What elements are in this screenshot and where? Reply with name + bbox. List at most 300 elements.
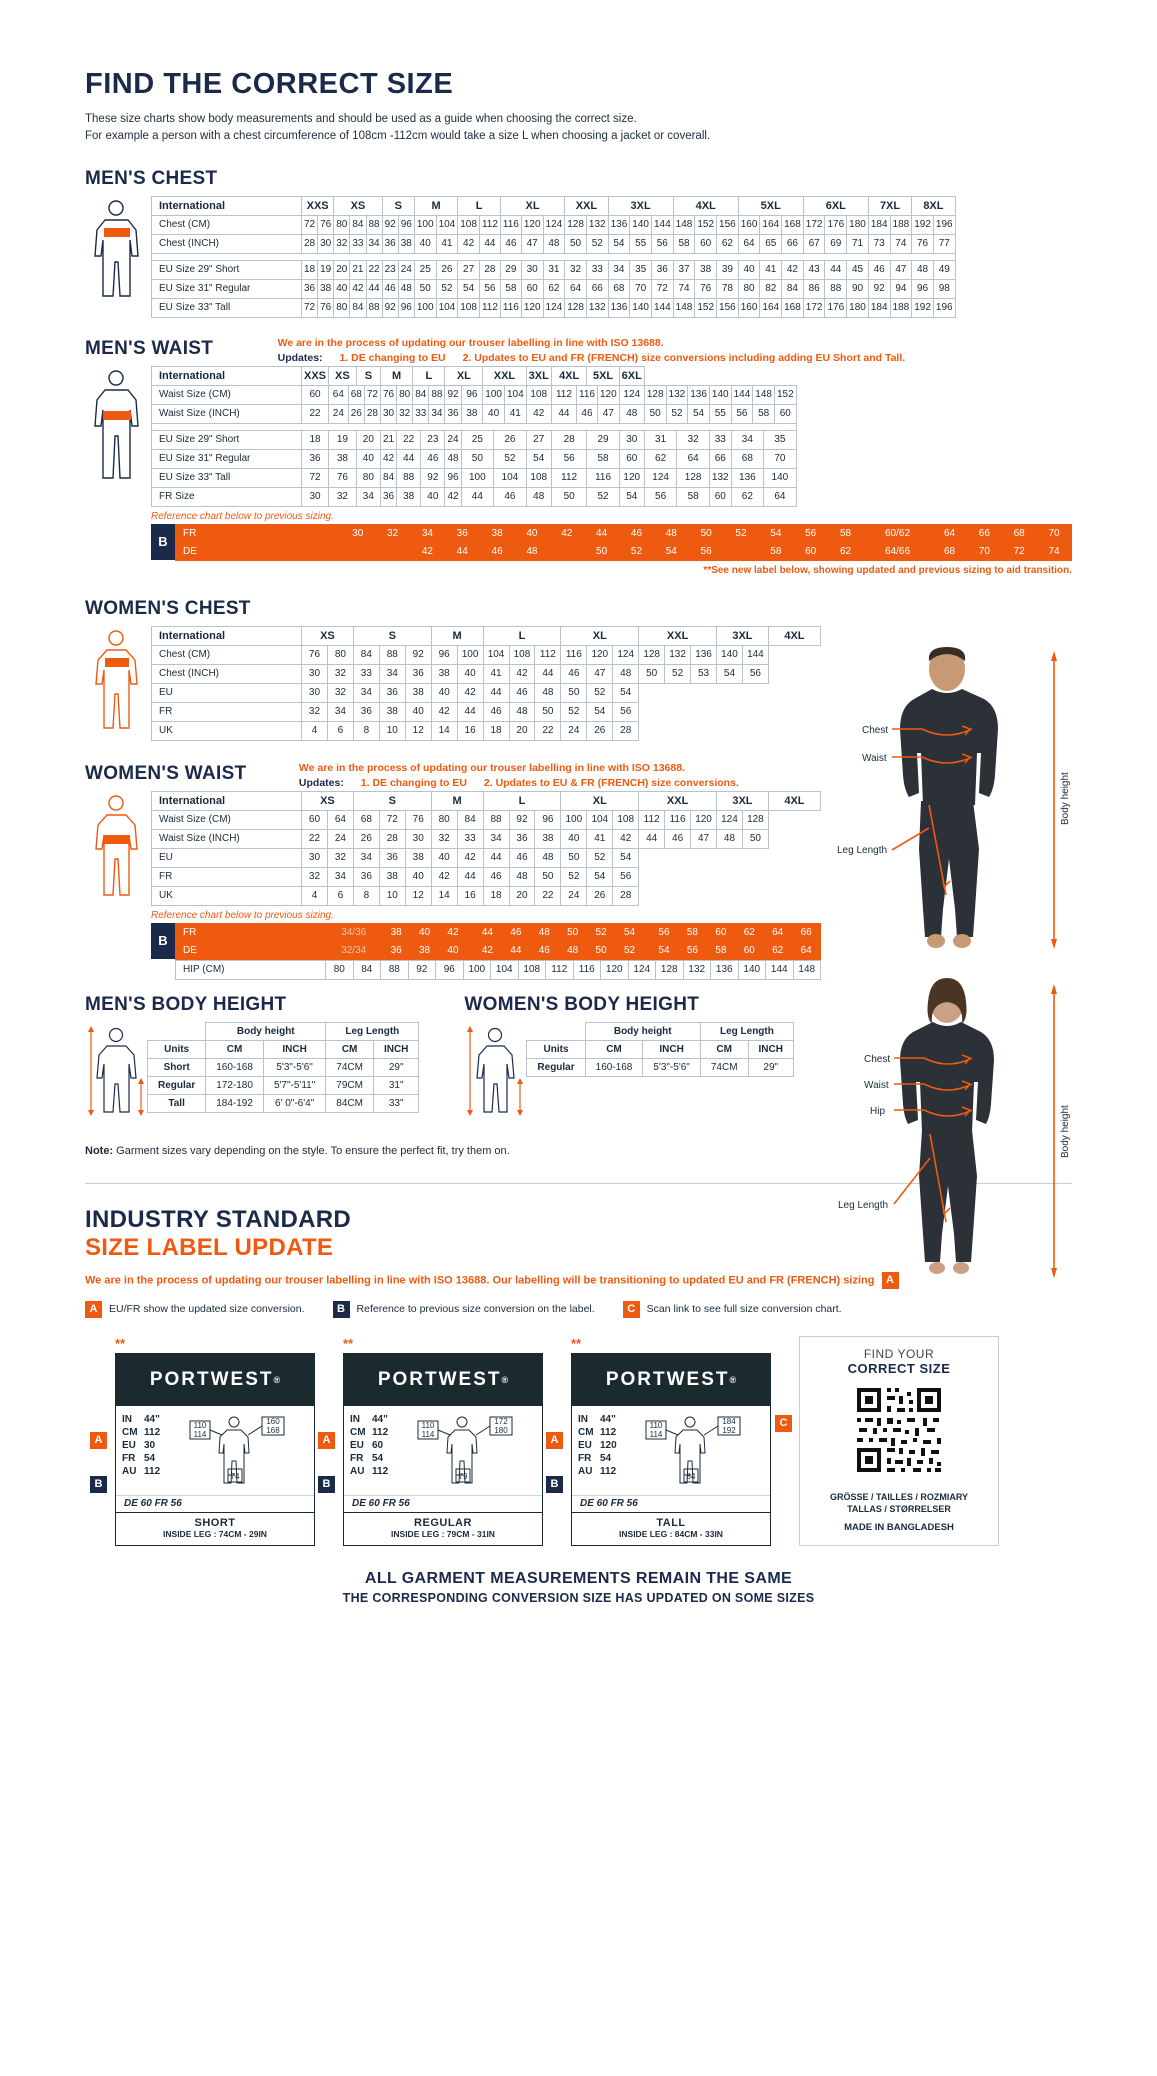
- cell: 112: [479, 215, 500, 234]
- cell: 48: [558, 941, 586, 959]
- col-m: M: [414, 196, 457, 215]
- cell: 80: [334, 215, 350, 234]
- cell: 34: [379, 664, 405, 683]
- cell: 44: [457, 702, 483, 721]
- cell: 100: [414, 215, 436, 234]
- cell: 82: [760, 279, 782, 298]
- cell: 24: [398, 260, 414, 279]
- cell: 172: [803, 215, 825, 234]
- cell: 136: [691, 645, 717, 664]
- row-label: Waist Size (CM): [152, 810, 302, 829]
- cell: 44: [457, 867, 483, 886]
- cell: 84: [457, 810, 483, 829]
- cell: 132: [665, 645, 691, 664]
- cell: 48: [398, 279, 414, 298]
- cell: 50: [561, 848, 587, 867]
- cell: 132: [586, 215, 608, 234]
- row-label: Chest (CM): [152, 645, 302, 664]
- fig-right-1: 184: [722, 1416, 737, 1426]
- cell: 104: [494, 468, 527, 487]
- col-m: M: [431, 626, 483, 645]
- cell: 112: [551, 468, 587, 487]
- cell: 52: [561, 702, 587, 721]
- cell: 80: [738, 279, 760, 298]
- cell: 50: [587, 941, 615, 959]
- col-s: S: [353, 791, 431, 810]
- cell: 40: [421, 487, 445, 506]
- cell: 88: [366, 215, 382, 234]
- table-row: [527, 1058, 794, 1076]
- units-label: Units: [527, 1040, 585, 1058]
- cell: 70: [967, 542, 1002, 560]
- cell: 112: [639, 810, 665, 829]
- label-brand-short: [116, 1354, 314, 1406]
- cell: 92: [509, 810, 535, 829]
- cell: 28: [364, 404, 380, 423]
- code-key: EU: [350, 1439, 364, 1451]
- mens-waist-table: [151, 366, 797, 507]
- cell: 34: [483, 829, 509, 848]
- cell: 52: [561, 867, 587, 886]
- cell: 60: [302, 810, 328, 829]
- cell: 32: [329, 487, 357, 506]
- cell: 50: [639, 664, 665, 683]
- row-label: FR: [176, 524, 326, 542]
- cell: 116: [573, 960, 601, 979]
- cell: 156: [717, 298, 739, 317]
- cell: 36: [382, 234, 398, 253]
- table-row: [148, 1094, 419, 1112]
- row-label: EU Size 29" Short: [152, 260, 302, 279]
- cell: 42: [457, 848, 483, 867]
- table-row: [152, 721, 821, 740]
- cell: 54: [608, 234, 630, 253]
- cell: 112: [546, 960, 574, 979]
- fig-right-1: 160: [266, 1416, 280, 1426]
- code-key: EU: [578, 1439, 592, 1451]
- fig-right-1: 172: [494, 1416, 508, 1426]
- col-s: S: [356, 366, 380, 385]
- cell: 14: [431, 886, 457, 905]
- womens-hip-table: [175, 960, 821, 980]
- cell: 80: [431, 810, 457, 829]
- updates-label: Updates:: [277, 351, 323, 364]
- closing-line-1: ALL GARMENT MEASUREMENTS REMAIN THE SAME: [364, 1569, 793, 1587]
- cell: 41: [483, 664, 509, 683]
- label-inside-leg: INSIDE LEG : 79CM - 31IN: [391, 1528, 495, 1539]
- cell: 50: [535, 702, 561, 721]
- col-body-height: Body height: [206, 1022, 326, 1040]
- cell: 48: [530, 923, 558, 941]
- cell: 74CM: [326, 1058, 374, 1076]
- cell: 144: [766, 960, 794, 979]
- measurement-figure-icon: [174, 1413, 294, 1491]
- cell: 30: [380, 404, 396, 423]
- update-2: 2. Updates to EU and FR (FRENCH) size conversions including adding EU Short and Tall.: [462, 351, 906, 364]
- col-xxl: XXL: [483, 366, 526, 385]
- cell: 34: [327, 867, 353, 886]
- legend-text-a: EU/FR show the updated size conversion.: [109, 1303, 305, 1315]
- callout-chest: Chest: [864, 1054, 891, 1065]
- cell: 38: [410, 941, 438, 959]
- code-value: 120: [600, 1439, 617, 1451]
- col-5xl: 5XL: [587, 366, 619, 385]
- cell: 86: [803, 279, 825, 298]
- womens-waist-b-tag: B: [151, 923, 175, 959]
- cell: 56: [551, 449, 587, 468]
- cell: 58: [677, 487, 710, 506]
- mens-waist-heading: MEN'S WAIST: [85, 337, 214, 359]
- fig-right-2: 168: [266, 1425, 280, 1435]
- cell: 55: [709, 404, 731, 423]
- row-label: Regular: [148, 1076, 206, 1094]
- cell: 34: [353, 683, 379, 702]
- cell: 54: [654, 542, 689, 560]
- label-foot-tall: [572, 1512, 770, 1545]
- cell: 84CM: [326, 1094, 374, 1112]
- cell: 30: [521, 260, 543, 279]
- cell: 96: [398, 215, 414, 234]
- cell: 72: [379, 810, 405, 829]
- cell: 40: [439, 941, 467, 959]
- cell: 41: [436, 234, 458, 253]
- cell: 100: [561, 810, 587, 829]
- update-1: 1. DE changing to EU: [339, 351, 446, 364]
- cell: 180: [847, 215, 869, 234]
- unit-inch-leg: INCH: [748, 1040, 793, 1058]
- cell: 10: [379, 721, 405, 740]
- cell: 116: [500, 215, 521, 234]
- cell: 54: [458, 279, 480, 298]
- cell: [333, 524, 340, 542]
- table-row: [176, 941, 821, 959]
- row-label: Tall: [148, 1094, 206, 1112]
- cell: 116: [577, 385, 598, 404]
- cell: 104: [436, 298, 458, 317]
- row-label: FR: [152, 702, 302, 721]
- cell: 52: [615, 941, 643, 959]
- cell: 48: [619, 404, 644, 423]
- col-3xl: 3XL: [526, 366, 551, 385]
- cell: 64: [327, 810, 353, 829]
- cell: 38: [379, 702, 405, 721]
- cell: 80: [326, 960, 354, 979]
- cell: 48: [535, 848, 561, 867]
- cell: 74: [673, 279, 695, 298]
- cell: 70: [1037, 524, 1072, 542]
- qr-code-icon[interactable]: [808, 1384, 990, 1481]
- cell: 80: [356, 468, 380, 487]
- cell: 44: [483, 848, 509, 867]
- table-row: [152, 487, 797, 506]
- table-row: [152, 829, 821, 848]
- cell: 36: [353, 867, 379, 886]
- mens-chest-heading: MEN'S CHEST: [85, 167, 218, 189]
- cell: 53: [691, 664, 717, 683]
- cell: 64: [329, 385, 349, 404]
- table-row: [152, 404, 797, 423]
- cell: 33: [457, 829, 483, 848]
- cell: 36: [445, 404, 461, 423]
- cell: 38: [695, 260, 717, 279]
- cell: 108: [526, 468, 551, 487]
- cell: 38: [398, 234, 414, 253]
- cell: 128: [565, 298, 587, 317]
- cell: 25: [414, 260, 436, 279]
- cell: 34: [353, 848, 379, 867]
- cell: 136: [608, 298, 630, 317]
- cell: 32: [327, 848, 353, 867]
- cell: 48: [445, 449, 461, 468]
- cell: 96: [431, 645, 457, 664]
- cell: 160-168: [206, 1058, 264, 1076]
- cell: 36: [382, 941, 410, 959]
- cell: 84: [353, 645, 379, 664]
- code-value: 54: [144, 1452, 156, 1464]
- cell: 48: [912, 260, 934, 279]
- cell: 38: [480, 524, 515, 542]
- col-3xl: 3XL: [608, 196, 673, 215]
- col-8xl: 8XL: [912, 196, 955, 215]
- womens-waist-iso-note: We are in the process of updating our trouser labelling in line with ISO 13688.: [298, 761, 685, 774]
- cell: 160: [738, 298, 760, 317]
- cell: 40: [334, 279, 350, 298]
- cell: [326, 542, 333, 560]
- cell: 98: [933, 279, 955, 298]
- row-label: DE: [176, 542, 326, 560]
- cell: 60: [302, 385, 329, 404]
- cell: 72: [302, 215, 318, 234]
- cell: 144: [651, 215, 673, 234]
- cell: 54: [587, 867, 613, 886]
- mens-waist-block: [85, 366, 1072, 576]
- cell: 40: [356, 449, 380, 468]
- cell: 44: [473, 923, 501, 941]
- code-key: IN: [578, 1413, 588, 1425]
- womens-waist-heading: WOMEN'S WAIST: [85, 762, 247, 784]
- cell: 49: [933, 260, 955, 279]
- cell: 78: [717, 279, 739, 298]
- cell: 128: [677, 468, 710, 487]
- cell: 58: [828, 524, 863, 542]
- legend-text-b: Reference to previous size conversion on the label.: [356, 1303, 595, 1315]
- code-key: AU: [578, 1465, 593, 1477]
- table-row: [152, 234, 956, 253]
- cell: 19: [329, 430, 357, 449]
- womens-waist-previous-table: [175, 923, 821, 960]
- cell: 58: [707, 941, 735, 959]
- cell: 26: [494, 430, 527, 449]
- cell: 128: [656, 960, 684, 979]
- cell: 22: [366, 260, 382, 279]
- cell: 48: [509, 867, 535, 886]
- cell: 60: [707, 923, 735, 941]
- code-value: 44": [372, 1413, 388, 1425]
- label-star-tall: **: [571, 1335, 582, 1351]
- tag-c: C: [775, 1415, 792, 1432]
- cell: 40: [405, 702, 431, 721]
- cell: 176: [825, 298, 847, 317]
- cell: 50: [535, 867, 561, 886]
- mens-waist-iso-note: We are in the process of updating our trouser labelling in line with ISO 13688.: [277, 336, 664, 349]
- cell: 18: [302, 430, 329, 449]
- cell: 26: [353, 829, 379, 848]
- cell: 60: [695, 234, 717, 253]
- cell: 32: [375, 524, 410, 542]
- cell: 55: [630, 234, 652, 253]
- cell: 60: [735, 941, 763, 959]
- cell: 29": [748, 1058, 793, 1076]
- womens-waist-table: [151, 791, 821, 906]
- cell: 64: [738, 234, 760, 253]
- cell: 50: [461, 449, 494, 468]
- cell: 38: [318, 279, 334, 298]
- cell: 23: [382, 260, 398, 279]
- label-star-regular: **: [343, 1335, 354, 1351]
- col-xs: XS: [302, 626, 354, 645]
- cell: [340, 542, 375, 560]
- brand-text: PORTWEST: [605, 1368, 730, 1390]
- table-row: [176, 923, 821, 941]
- cell: 24: [561, 886, 587, 905]
- cell: 20: [356, 430, 380, 449]
- cell: 27: [458, 260, 480, 279]
- table-row: [152, 886, 821, 905]
- cell: 58: [758, 542, 793, 560]
- cell: 64: [792, 941, 821, 959]
- cell: 46: [483, 867, 509, 886]
- cell: 168: [782, 298, 804, 317]
- row-label: EU: [152, 683, 302, 702]
- label-previous-short: DE 60 FR 56: [116, 1495, 314, 1512]
- cell: 84: [350, 298, 366, 317]
- col-3xl: 3XL: [717, 791, 769, 810]
- cell: 72: [302, 298, 318, 317]
- cell: 12: [405, 721, 431, 740]
- mens-waist-ref-note: Reference chart below to previous sizing.: [151, 510, 334, 522]
- cell: 28: [551, 430, 587, 449]
- cell: 72: [364, 385, 380, 404]
- cell: 32: [677, 430, 710, 449]
- cell: 34: [356, 487, 380, 506]
- cell: 38: [382, 923, 410, 941]
- cell: 70: [630, 279, 652, 298]
- col-4xl: 4XL: [768, 791, 820, 810]
- cell: 18: [302, 260, 318, 279]
- cell: 100: [414, 298, 436, 317]
- cell: 62: [644, 449, 677, 468]
- code-key: FR: [122, 1452, 136, 1464]
- axis-body-height: Body height: [1060, 1105, 1071, 1158]
- label-codes-short: [122, 1413, 160, 1491]
- cell: 60: [709, 487, 731, 506]
- cell: 80: [327, 645, 353, 664]
- cell: 64: [565, 279, 587, 298]
- cell: 160-168: [585, 1058, 643, 1076]
- cell: 88: [397, 468, 421, 487]
- tag-a: A: [546, 1432, 563, 1449]
- industry-heading-1: INDUSTRY STANDARD: [85, 1205, 351, 1233]
- cell: 44: [366, 279, 382, 298]
- cell: 88: [825, 279, 847, 298]
- cell: 28: [479, 260, 500, 279]
- cell: 14: [431, 721, 457, 740]
- cell: 160: [738, 215, 760, 234]
- callout-leg-length: Leg Length: [837, 845, 888, 856]
- cell: 62: [735, 923, 763, 941]
- cell: 136: [731, 468, 764, 487]
- label-foot-regular: [344, 1512, 542, 1545]
- mens-chest-body: [152, 215, 956, 317]
- cell: 36: [379, 848, 405, 867]
- cell: 34: [731, 430, 764, 449]
- cell: 5'3"-5'6": [263, 1058, 325, 1076]
- cell: 140: [630, 215, 652, 234]
- cell: 4: [302, 721, 328, 740]
- cell: 108: [518, 960, 546, 979]
- cell: 42: [380, 449, 396, 468]
- cell: 30: [302, 683, 328, 702]
- cell: 52: [619, 542, 654, 560]
- cell: 176: [825, 215, 847, 234]
- cell: 116: [665, 810, 691, 829]
- col-xs: XS: [334, 196, 382, 215]
- table-row: [152, 279, 956, 298]
- label-tag-a-regular: [318, 1432, 335, 1449]
- cell: 56: [678, 941, 706, 959]
- row-label: Waist Size (INCH): [152, 404, 302, 423]
- cell: 148: [673, 215, 695, 234]
- qr-card: [779, 1336, 999, 1546]
- cell: 54: [615, 923, 643, 941]
- cell: 58: [753, 404, 775, 423]
- womens-body-height-table: [526, 1022, 794, 1077]
- tag-b: B: [546, 1476, 563, 1493]
- mens-waist-footnote: **See new label below, showing updated and previous sizing to aid transition.: [703, 564, 1072, 576]
- cell: 42: [457, 683, 483, 702]
- cell: 8: [353, 721, 379, 740]
- cell: 36: [405, 664, 431, 683]
- cell: 44: [502, 941, 530, 959]
- cell: 18: [483, 886, 509, 905]
- womens-chest-table: [151, 626, 821, 741]
- row-label: FR: [176, 923, 326, 941]
- code-value: 44": [600, 1413, 616, 1425]
- qr-line-4: TALLAS / STØRRELSER: [847, 1503, 951, 1514]
- cell: 132: [683, 960, 711, 979]
- cell: 42: [410, 542, 445, 560]
- cell: 46: [619, 524, 654, 542]
- cell: 52: [587, 487, 619, 506]
- cell: 36: [379, 683, 405, 702]
- cell: 92: [382, 215, 398, 234]
- qr-line-2: CORRECT SIZE: [847, 1360, 951, 1376]
- cell: 188: [890, 298, 912, 317]
- cell: 16: [457, 721, 483, 740]
- cell: 196: [933, 215, 955, 234]
- label-brand-tall: [572, 1354, 770, 1406]
- cell: 120: [619, 468, 644, 487]
- cell: 29: [587, 430, 619, 449]
- cell: 50: [551, 487, 587, 506]
- table-row: [148, 1058, 419, 1076]
- cell: 27: [526, 430, 551, 449]
- cell: 44: [461, 487, 494, 506]
- cell: 34: [608, 260, 630, 279]
- cell: 42: [431, 702, 457, 721]
- cell: 94: [890, 279, 912, 298]
- cell: 20: [509, 721, 535, 740]
